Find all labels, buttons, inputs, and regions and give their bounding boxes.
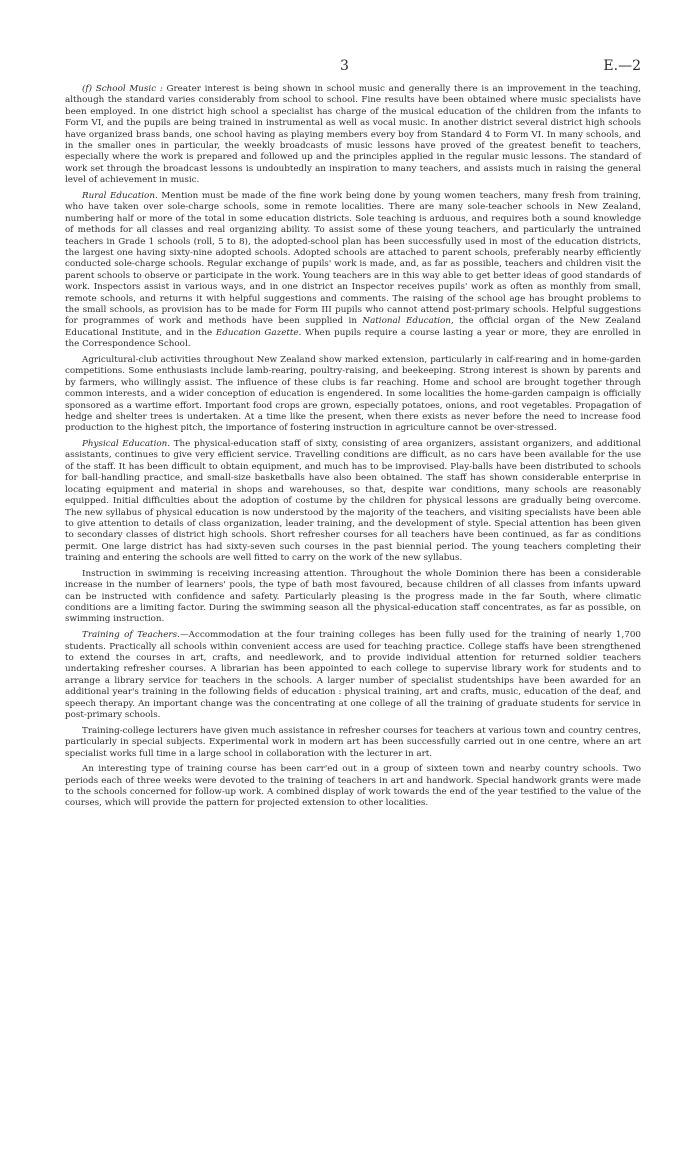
heading-school-music: (f) School Music :	[82, 84, 163, 94]
paragraph-text: An interesting type of training course has been carr'ed out in a group of sixteen town and nearby country schools. Two periods each of three weeks were devoted to the training of teachers in art and handwork. Special handwork grants were made to the schools concerned for follow-up work. A combined display of work towards the end of the year testified to the value of the courses, which will provide the pattern for projected extension to other localities.	[65, 764, 641, 809]
paragraph-school-music	[65, 84, 641, 187]
paragraph-physical-education	[65, 439, 641, 564]
publication-title: National Education	[362, 316, 451, 327]
page-header	[65, 58, 641, 84]
paragraph-training-college-lecturers	[65, 726, 641, 760]
paragraph-text: Greater interest is being shown in school music and generally there is an improvement in the teaching, although the standard varies considerably from school to school. Fine results have been obtained where music specialists have been employed. In one district high school a specialist has charge of the musical education of the children from the infants to Form VI, and the pupils are being trained in instrumental as well as vocal music. In another district several district high schools have organized brass bands, one school having as playing members every boy from Standard 4 to Form VI. In many schools, and in the smaller ones in particular, the weekly broadcasts of music lessons have proved of the greatest benefit to teachers, especially where the work is prepared and followed up and the principles applied in the regular music lessons. The standard of work set through the broadcast lessons is undoubtedly an inspiration to many teachers, and assists much in raising the general level of achievement in music.	[65, 84, 641, 186]
paragraph-text: The physical-education staff of sixty, consisting of area organizers, assistant organizers, and additional assistants, continues to give very efficient service. Travelling conditions are difficult, as no cars have been available for the use of the staff. It has been difficult to obtain equipment, and much has to be improvised. Play-balls have been distributed to schools for ball-handling practice, and small-size basketballs have also been obtained. The staff has shown considerable enterprise in locating equipment and material in shops and warehouses, so that, despite war conditions, many schools are reasonably equipped. Initial difficulties about the adoption of costume by the children for physical lessons are gradually being overcome. The new syllabus of physical education is now understood by the majority of the teachers, and visiting specialists have been able to give attention to details of class organization, leader training, and the development of style. Special attention has been given to secondary classes of district high schools. Short refresher courses for all teachers have been continued, as far as conditions permit. One large district has had sixty-seven such courses in the past biennial period. The young teachers completing their training and entering the schools are well fitted to carry on the work of the new syllabus.	[65, 439, 641, 564]
paragraph-training-of-teachers	[65, 630, 641, 721]
paragraph-text: Training-college lecturers have given much assistance in refresher courses for teachers at various town and country centres, particularly in special subjects. Experimental work in modern art has been successfully carried out in one centre, where an art specialist works full time in a large school in collaboration with the lecturer in art.	[65, 725, 641, 759]
document-reference: E.—2	[603, 58, 641, 74]
paragraph-text: Agricultural-club activities throughout New Zealand show marked extension, particularly in calf-rearing and in home-garden competitions. Some enthusiasts include lamb-rearing, poultry-raising, and beekeeping. Strong interest is shown by parents and by farmers, who willingly assist. The influence of these clubs is far reaching. Home and school are brought together through common interests, and a wider conception of education is engendered. In some localities the home-garden campaign is officially sponsored as a wartime effort. Important food crops are grown, especially potatoes, onions, and root vegetables. Propagation of hedge and shelter trees is undertaken. At a time like the present, when there exists as never before the need to increase food production to the highest pitch, the importance of fostering instruction in agriculture cannot be over-stressed.	[65, 354, 641, 434]
publication-title: Education Gazette	[215, 327, 299, 338]
paragraph-text: , the official organ of the New Zealand Educational Institute, and in the	[65, 316, 641, 338]
paragraph-text: Mention must be made of the fine work being done by young women teachers, many fresh from training, who have taken over sole-charge schools, some in remote localities. There are many sole-teacher schools in New Zealand, numbering half or more of the total in some education districts. Sole teaching is arduous, and requires both a sound knowledge of methods for all classes and real organizing ability. To assist some of these young teachers, and particularly the untrained teachers in Grade 1 schools (roll, 5 to 8), the adopted-school plan has been successfully used in most of the education districts, the largest one having sixty-nine adopted schools. Adopted schools are attached to parent schools, preferably nearby efficiently conducted sole-charge schools. Regular exchange of pupils' work is made, and, as far as possible, teachers and children visit the parent schools to observe or participate in the work. Young teachers are in this way able to get better ideas of good standards of work. Inspectors assist in various ways, and in one district an Inspector receives pupils' work as often as monthly from small, remote schools, and returns it with helpful suggestions and comments. The raising of the school age has brought problems to the small schools, as provision has to be made for Form III pupils who cannot attend post-primary schools. Helpful suggestions for programmes of work and methods have been supplied in	[65, 190, 641, 327]
paragraph-training-course	[65, 764, 641, 810]
heading-training-of-teachers: Training of Teachers.	[82, 630, 180, 641]
paragraph-text: —Accommodation at the four training colleges has been fully used for the training of nearly 1,700 students. Practically all schools within convenient access are used for teaching practice. College staffs have been strengthened to extend the courses in art, crafts, and needlework, and to provide individual attention for returned soldier teachers undertaking refresher courses. A librarian has been appointed to each college to supervise library work for students and to arrange a library service for teachers in the schools. A larger number of specialist studentships have been awarded for an additional year's training in the following fields of education : physical training, art and crafts, music, education of the deaf, and speech therapy. An important change was the concentrating at one college of all the training of graduate students for service in post-primary schools.	[65, 630, 641, 721]
paragraph-agricultural-clubs	[65, 355, 641, 435]
heading-rural-education: Rural Education.	[82, 190, 158, 201]
paragraph-rural-education	[65, 191, 641, 351]
paragraph-text: . When pupils require a course lasting a year or more, they are enrolled in the Correspondence School.	[65, 327, 641, 350]
paragraph-text: Instruction in swimming is receiving increasing attention. Throughout the whole Dominion there has been a considerable increase in the number of learners' pools, the type of bath most favoured, because children of all classes from infants upward can be instructed with confidence and safety. Particularly pleasing is the progress made in the far South, where climatic conditions are a limiting factor. During the swimming season all the physical-education staff concentrates, as far as possible, on swimming instruction.	[65, 568, 641, 625]
body-text	[65, 84, 641, 810]
paragraph-swimming	[65, 569, 641, 626]
heading-physical-education: Physical Education.	[82, 439, 171, 450]
page-number: 3	[340, 58, 349, 74]
